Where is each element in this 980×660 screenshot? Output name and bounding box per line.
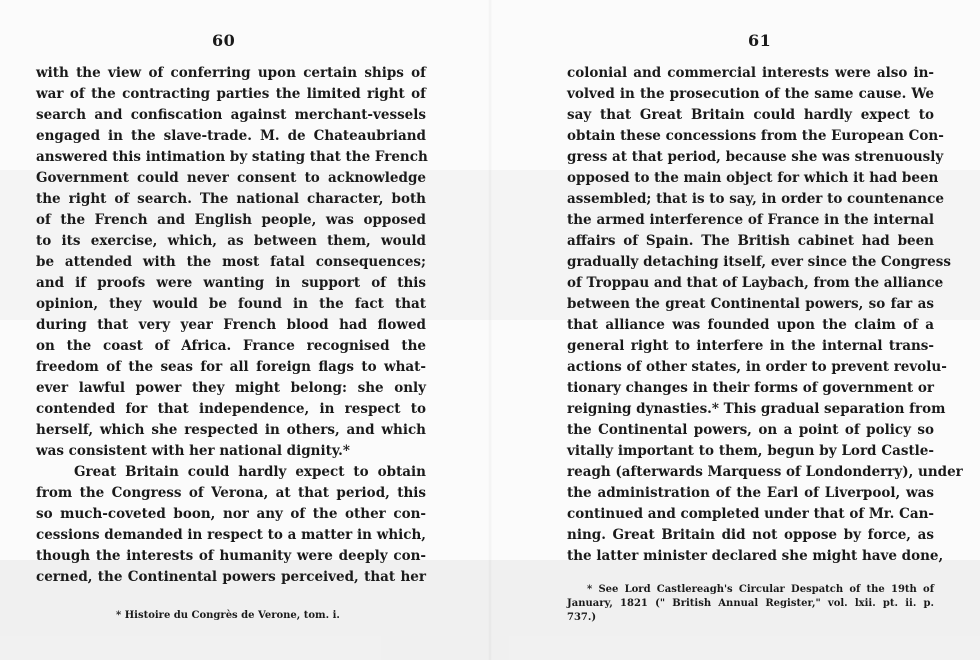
- text-line: though the interests of humanity were deeply con-: [36, 548, 426, 564]
- text-line: vitally important to them, begun by Lord Castle-: [567, 443, 934, 459]
- text-line: during that very year French blood had flowed: [36, 317, 426, 333]
- text-line: the administration of the Earl of Liverpool, was: [567, 485, 934, 501]
- text-line: be attended with the most fatal consequences;: [36, 254, 426, 270]
- text-line: of Troppau and that of Laybach, from the alliance: [567, 275, 944, 291]
- text-line: colonial and commercial interests were also in-: [567, 65, 934, 81]
- footnote-line: * See Lord Castlereagh's Circular Despatch of the 19th of: [587, 584, 934, 595]
- text-line: the latter minister declared she might have done,: [567, 548, 944, 564]
- footnote-line: January, 1821 (" British Annual Register," vol. lxii. pt. ii. p.: [567, 598, 934, 609]
- text-line: ever lawful power they might belong: she only: [36, 380, 426, 396]
- text-line: opinion, they would be found in the fact that: [36, 296, 426, 312]
- footnote-line: 737.): [567, 612, 597, 623]
- text-line: between the great Continental powers, so far as: [567, 296, 934, 312]
- text-line: the Continental powers, on a point of policy so: [567, 422, 934, 438]
- text-line: tionary changes in their forms of government or: [567, 380, 934, 396]
- text-line: of the French and English people, was opposed: [36, 212, 426, 228]
- footnote: * Histoire du Congrès de Verone, tom. i.: [116, 610, 340, 621]
- text-line: affairs of Spain. The British cabinet had been: [567, 233, 934, 249]
- text-line: from the Congress of Verona, at that period, this: [36, 485, 426, 501]
- text-line: the armed interference of France in the internal: [567, 212, 934, 228]
- text-line: answered this intimation by stating that the French: [36, 149, 428, 165]
- text-line: opposed to the main object for which it had been: [567, 170, 939, 186]
- right-page: [490, 0, 980, 660]
- text-line: was consistent with her national dignity.*: [36, 443, 350, 459]
- text-line: war of the contracting parties the limited right of: [36, 86, 426, 102]
- text-line: engaged in the slave-trade. M. de Chateaubriand: [36, 128, 426, 144]
- text-line: gradually detaching itself, ever since the Congress: [567, 254, 951, 270]
- text-line: cessions demanded in respect to a matter in which,: [36, 527, 426, 543]
- footnote: [567, 583, 934, 625]
- text-line: that alliance was founded upon the claim of a: [567, 317, 934, 333]
- text-line: and if proofs were wanting in support of this: [36, 275, 426, 291]
- text-line: reigning dynasties.* This gradual separation from: [567, 401, 946, 417]
- text-line: general right to interfere in the internal trans-: [567, 338, 934, 354]
- text-line: actions of other states, in order to prevent revolu-: [567, 359, 947, 375]
- page-number: 61: [748, 31, 772, 50]
- text-line: volved in the prosecution of the same cause. We: [567, 86, 934, 102]
- text-line: continued and completed under that of Mr. Can-: [567, 506, 934, 522]
- text-line: freedom of the seas for all foreign flags to what-: [36, 359, 426, 375]
- body-text: [36, 63, 426, 588]
- page-number: 60: [212, 31, 236, 50]
- text-line: search and confiscation against merchant-vessels: [36, 107, 426, 123]
- text-line: obtain these concessions from the European Con-: [567, 128, 944, 144]
- text-line: Great Britain could hardly expect to obtain: [74, 464, 426, 480]
- text-line: to its exercise, which, as between them, would: [36, 233, 426, 249]
- text-line: contended for that independence, in respect to: [36, 401, 426, 417]
- text-line: herself, which she respected in others, and which: [36, 422, 426, 438]
- body-text: [567, 63, 963, 567]
- text-line: with the view of conferring upon certain ships of: [36, 65, 426, 81]
- text-line: assembled; that is to say, in order to countenance: [567, 191, 944, 207]
- text-line: say that Great Britain could hardly expect to: [567, 107, 934, 123]
- text-line: cerned, the Continental powers perceived, that her: [36, 569, 426, 585]
- text-line: Government could never consent to acknowledge: [36, 170, 426, 186]
- text-line: gress at that period, because she was strenuously: [567, 149, 944, 165]
- text-line: ning. Great Britain did not oppose by force, as: [567, 527, 934, 543]
- text-line: the right of search. The national character, both: [36, 191, 426, 207]
- text-line: reagh (afterwards Marquess of Londonderry), under: [567, 464, 963, 480]
- text-line: on the coast of Africa. France recognised the: [36, 338, 426, 354]
- text-line: so much-coveted boon, nor any of the other con-: [36, 506, 426, 522]
